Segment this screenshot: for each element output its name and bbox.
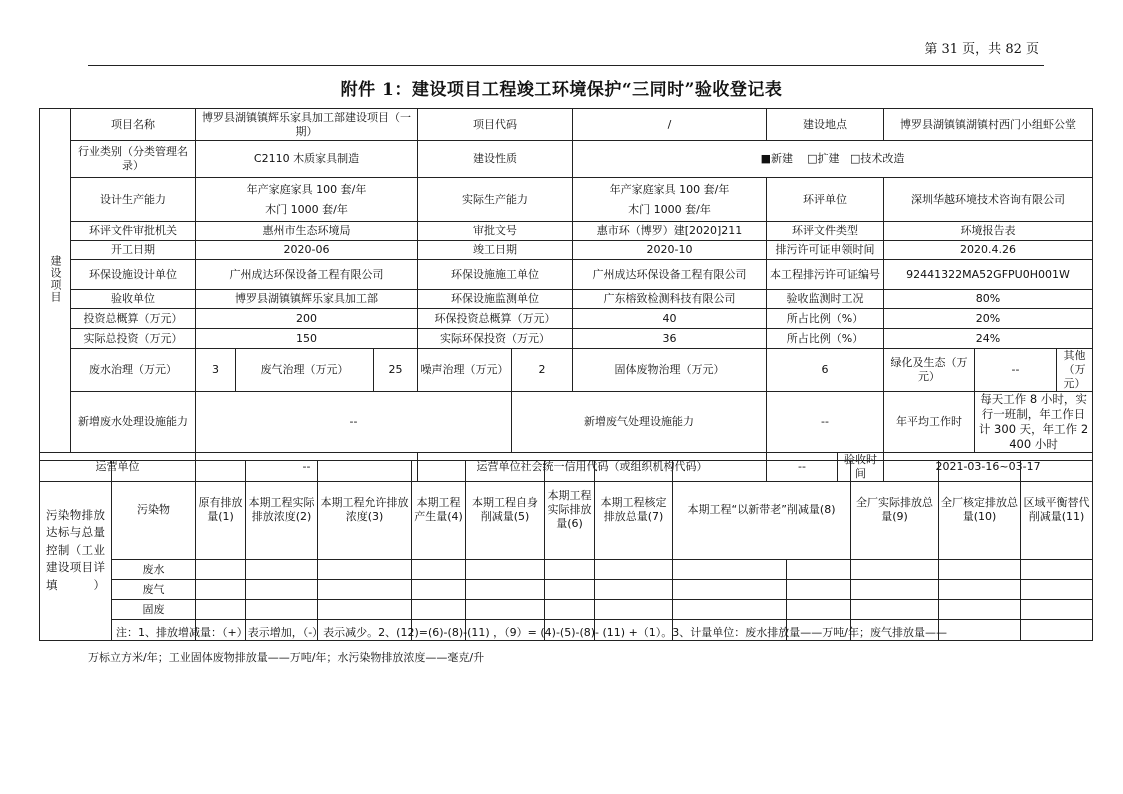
approval-org-label: 环评文件审批机关 — [71, 222, 196, 241]
approval-no: 惠市环（博罗）建[2020]211 — [573, 222, 767, 241]
accept-unit: 博罗县湖镇镇辉乐家具加工部 — [196, 290, 418, 309]
solid-cost: 6 — [767, 349, 884, 392]
nature-expand: □扩建 — [807, 152, 840, 165]
invest-label: 投资总概算（万元） — [71, 309, 196, 329]
water-cost: 3 — [196, 349, 236, 392]
green-cost: -- — [975, 349, 1057, 392]
eia-type-label: 环评文件类型 — [767, 222, 884, 241]
col-header-3: 本期工程允许排放浓度(3) — [318, 461, 412, 560]
new-water-label: 新增废水处理设施能力 — [71, 392, 196, 453]
ratio2: 24% — [884, 329, 1093, 349]
monitor-unit: 广东榕致检测科技有限公司 — [573, 290, 767, 309]
ratio2-label: 所占比例（%） — [767, 329, 884, 349]
new-gas-label: 新增废气处理设施能力 — [512, 392, 767, 453]
start-date-label: 开工日期 — [71, 241, 196, 260]
permit-no: 92441322MA52GFPU0H001W — [884, 260, 1093, 290]
industry-label: 行业类别（分类管理名录） — [71, 141, 196, 178]
col-header-5: 本期工程自身削减量(5) — [466, 461, 545, 560]
permit-no-label: 本工程排污许可证编号 — [767, 260, 884, 290]
actual-capacity-label: 实际生产能力 — [418, 178, 573, 222]
side-label-pollutant: 污染物排放达标与总量控制（工业建设项目详填） — [40, 461, 112, 641]
table-row — [40, 580, 1093, 600]
finish-date-label: 竣工日期 — [418, 241, 573, 260]
gas-cost-label: 废气治理（万元） — [236, 349, 374, 392]
actual-invest: 150 — [196, 329, 418, 349]
ratio1: 20% — [884, 309, 1093, 329]
finish-date: 2020-10 — [573, 241, 767, 260]
new-water: -- — [196, 392, 512, 453]
project-code-label: 项目代码 — [418, 109, 573, 141]
actual-capacity-line1: 年产家庭家具 100 套/年 — [609, 182, 730, 196]
col-header-6: 本期工程实际排放量(6) — [545, 461, 595, 560]
nature-options — [573, 141, 1093, 178]
accept-time-label: 验收时间 — [838, 453, 884, 482]
solid-cost-label: 固体废物治理（万元） — [573, 349, 767, 392]
location: 博罗县湖镇镇湖镇村西门小组虾公堂 — [884, 109, 1093, 141]
page-title: 附件 1：建设项目工程竣工环境保护“三同时”验收登记表 — [340, 80, 783, 100]
col-header-11: 区域平衡替代削减量(11) — [1021, 461, 1093, 560]
col-header-10: 全厂核定排放总量(10) — [939, 461, 1021, 560]
other-cost-label: 其他（万元） — [1057, 349, 1093, 392]
row-label: 废水 — [112, 560, 196, 580]
actual-invest-label: 实际总投资（万元） — [71, 329, 196, 349]
project-name: 博罗县湖镇镇辉乐家具加工部建设项目（一期） — [196, 109, 418, 141]
design-capacity — [196, 178, 418, 222]
permit-date: 2020.4.26 — [884, 241, 1093, 260]
industry: C2110 木质家具制造 — [196, 141, 418, 178]
accept-time: 2021-03-16~03-17 — [884, 453, 1093, 482]
water-cost-label: 废水治理（万元） — [71, 349, 196, 392]
ratio1-label: 所占比例（%） — [767, 309, 884, 329]
col-header-9: 全厂实际排放总量(9) — [851, 461, 939, 560]
gas-cost: 25 — [374, 349, 418, 392]
env-invest: 40 — [573, 309, 767, 329]
operator: -- — [196, 453, 418, 482]
actual-env: 36 — [573, 329, 767, 349]
work-time: 每天工作 8 小时，实行一班制，年工作日计 300 天，年工作 2400 小时 — [975, 392, 1093, 453]
table-row — [40, 600, 1093, 620]
monitor-cond-label: 验收监测时工况 — [767, 290, 884, 309]
noise-cost: 2 — [512, 349, 573, 392]
actual-capacity-line2: 木门 1000 套/年 — [628, 202, 711, 216]
operator-label: 运营单位 — [40, 453, 196, 482]
design-capacity-line1: 年产家庭家具 100 套/年 — [246, 182, 367, 196]
monitor-unit-label: 环保设施监测单位 — [418, 290, 573, 309]
design-unit-label: 环保设施设计单位 — [71, 260, 196, 290]
noise-cost-label: 噪声治理（万元） — [418, 349, 512, 392]
start-date: 2020-06 — [196, 241, 418, 260]
project-name-label: 项目名称 — [71, 109, 196, 141]
eia-unit-label: 环评单位 — [767, 178, 884, 222]
note-line-1: 注：1、排放增减量：（+）表示增加，（-）表示减少。2、(12)=(6)-(8)-(11) ，（9）= (4)-(5)-(8)- (11) +（1）。3、计量单位：废水排放量——万吨/年；废气排放量—— — [116, 626, 948, 639]
col-header-4: 本期工程产生量(4) — [412, 461, 466, 560]
col-header-2: 本期工程实际排放浓度(2) — [246, 461, 318, 560]
construct-unit-label: 环保设施施工单位 — [418, 260, 573, 290]
env-invest-label: 环保投资总概算（万元） — [418, 309, 573, 329]
col-header-7: 本期工程核定排放总量(7) — [595, 461, 673, 560]
accept-unit-label: 验收单位 — [71, 290, 196, 309]
nature-label: 建设性质 — [418, 141, 573, 178]
row-label: 废气 — [112, 580, 196, 600]
approval-org: 惠州市生态环境局 — [196, 222, 418, 241]
table-row — [40, 560, 1093, 580]
page-number: 第 31 页，共 82 页 — [924, 42, 1039, 57]
col-header-1: 原有排放量(1) — [196, 461, 246, 560]
eia-type: 环境报告表 — [884, 222, 1093, 241]
green-cost-label: 绿化及生态（万元） — [884, 349, 975, 392]
side-label-project: 建设项目 — [40, 109, 71, 453]
header-rule — [88, 65, 1044, 66]
construct-unit: 广州成达环保设备工程有限公司 — [573, 260, 767, 290]
design-unit: 广州成达环保设备工程有限公司 — [196, 260, 418, 290]
col-header-pollutant: 污染物 — [112, 461, 196, 560]
pollutant-table — [39, 460, 1093, 641]
design-capacity-line2: 木门 1000 套/年 — [265, 202, 348, 216]
location-label: 建设地点 — [767, 109, 884, 141]
approval-no-label: 审批文号 — [418, 222, 573, 241]
new-gas: -- — [767, 392, 884, 453]
credit: -- — [767, 453, 838, 482]
project-info-table — [39, 108, 1093, 482]
work-time-label: 年平均工作时 — [884, 392, 975, 453]
actual-env-label: 实际环保投资（万元） — [418, 329, 573, 349]
eia-unit: 深圳华越环境技术咨询有限公司 — [884, 178, 1093, 222]
note-line-2: 万标立方米/年；工业固体废物排放量——万吨/年；水污染物排放浓度——毫克/升 — [88, 651, 485, 664]
nature-tech: □技术改造 — [849, 152, 905, 165]
permit-date-label: 排污许可证申领时间 — [767, 241, 884, 260]
design-capacity-label: 设计生产能力 — [71, 178, 196, 222]
project-code: / — [573, 109, 767, 141]
invest: 200 — [196, 309, 418, 329]
actual-capacity — [573, 178, 767, 222]
col-header-8: 本期工程“以新带老”削减量(8) — [673, 461, 851, 560]
row-label: 固废 — [112, 600, 196, 620]
credit-label: 运营单位社会统一信用代码（或组织机构代码） — [418, 453, 767, 482]
nature-new: ■新建 — [760, 152, 794, 165]
monitor-cond: 80% — [884, 290, 1093, 309]
